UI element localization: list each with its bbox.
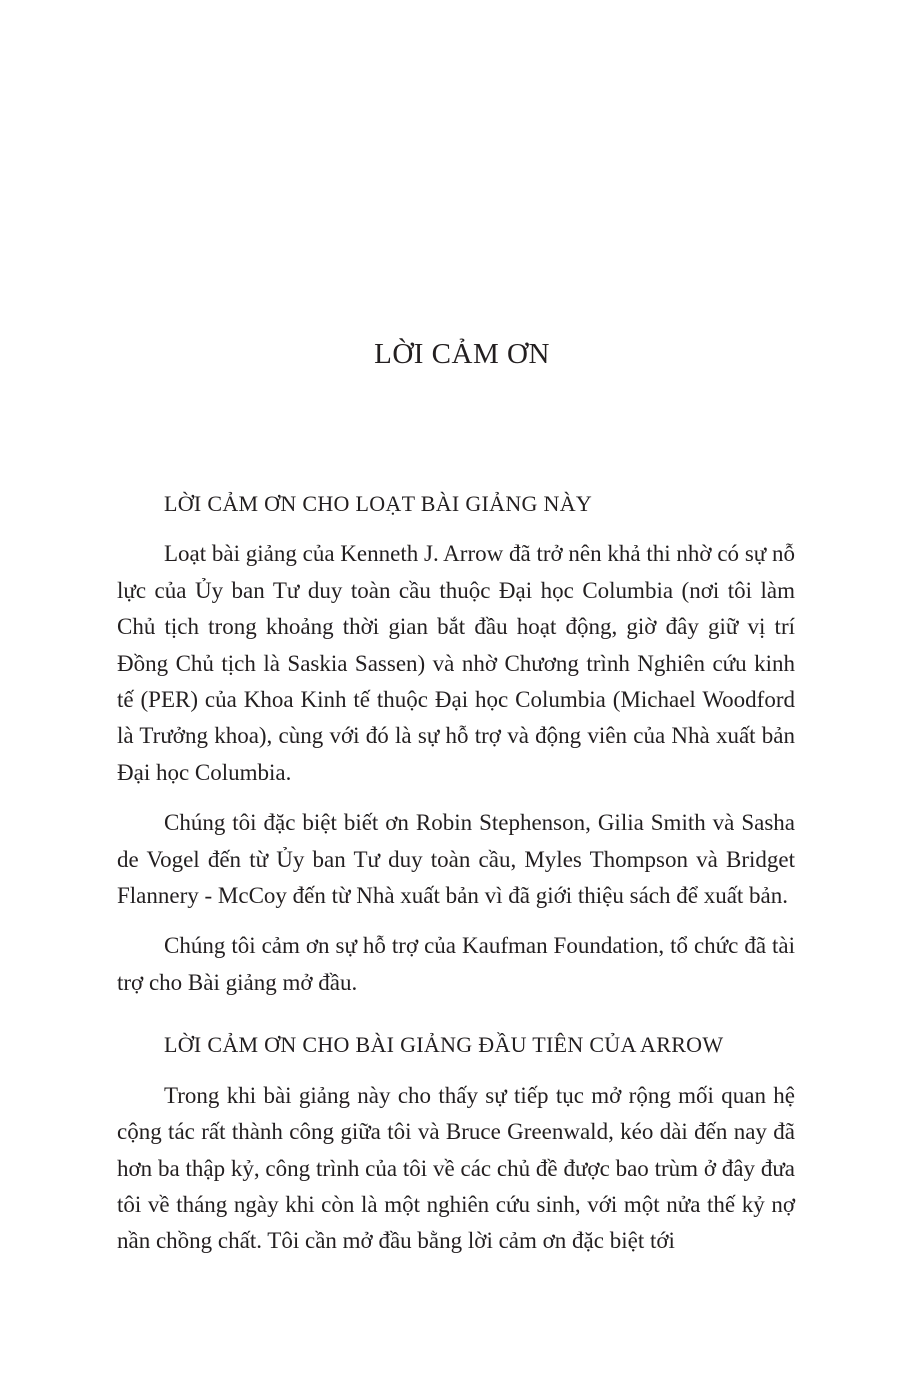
page-body [117, 486, 795, 1274]
page-title: LỜI CẢM ƠN [374, 338, 550, 370]
section-heading: LỜI CẢM ƠN CHO BÀI GIẢNG ĐẦU TIÊN CỦA ARROW [164, 1032, 724, 1058]
paragraph: Trong khi bài giảng này cho thấy sự tiếp tục mở rộng mối quan hệ cộng tác rất thành công giữa tôi và Bruce Greenwald, kéo dài đến nay đã hơn ba thập kỷ, công trình của tôi về các chủ đề được bao trùm ở đây đưa tôi về tháng ngày khi còn là một nghiên cứu sinh, với một nửa thế kỷ nợ nần chồng chất. Tôi cần mở đầu bằng lời cảm ơn đặc biệt tới [117, 1082, 795, 1254]
paragraph: Loạt bài giảng của Kenneth J. Arrow đã trở nên khả thi nhờ có sự nỗ lực của Ủy ban Tư duy toàn cầu thuộc Đại học Columbia (nơi tôi làm Chủ tịch trong khoảng thời gian bắt đầu hoạt động, giờ đây giữ vị trí Đồng Chủ tịch là Saskia Sassen) và nhờ Chương trình Nghiên cứu kinh tế (PER) của Khoa Kinh tế thuộc Đại học Columbia (Michael Woodford là Trưởng khoa), cùng với đó là sự hỗ trợ và động viên của Nhà xuất bản Đại học Columbia. [117, 541, 795, 785]
paragraph: Chúng tôi cảm ơn sự hỗ trợ của Kaufman Foundation, tổ chức đã tài trợ cho Bài giảng mở đầu. [117, 933, 795, 995]
section-heading: LỜI CẢM ƠN CHO LOẠT BÀI GIẢNG NÀY [164, 491, 593, 516]
paragraph: Chúng tôi đặc biệt biết ơn Robin Stephenson, Gilia Smith và Sasha de Vogel đến từ Ủy ban Tư duy toàn cầu, Myles Thompson và Bridget Flannery - McCoy đến từ Nhà xuất bản vì đã giới thiệu sách để xuất bản. [117, 810, 795, 909]
